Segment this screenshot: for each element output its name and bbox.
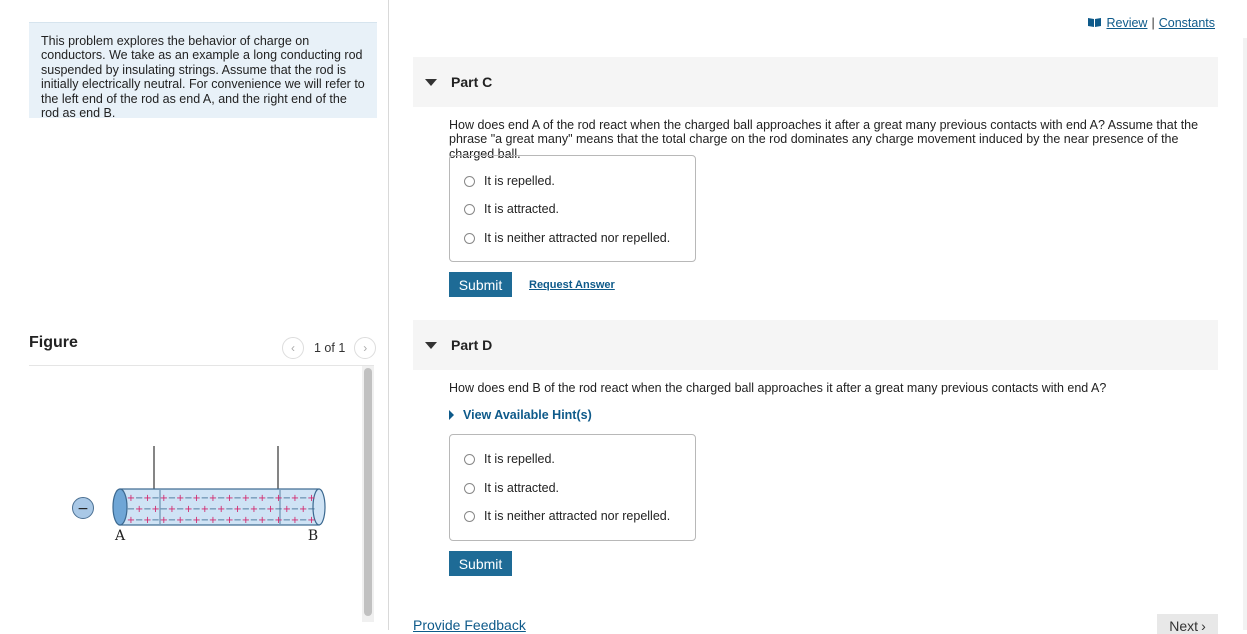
plus-charge: + (241, 493, 250, 504)
caret-down-icon (425, 79, 437, 86)
plus-charge: + (266, 504, 275, 515)
minus-charge: − (299, 493, 308, 504)
minus-charge: − (249, 515, 259, 526)
plus-charge: + (143, 493, 152, 504)
minus-charge: − (299, 515, 308, 526)
minus-charge: − (249, 493, 259, 504)
minus-charge: − (143, 504, 152, 515)
minus-charge: − (135, 515, 144, 526)
plus-charge: + (159, 493, 168, 504)
plus-charge: + (151, 504, 160, 515)
problem-intro: This problem explores the behavior of charge on conductors. We take as an example a long conducting rod suspended by insulating strings. Assume that the rod is initially electrically neutral. For convenience we will refer to the left end of the rod as end A, and the right end of the rod as end B. (29, 22, 377, 118)
radio-button[interactable] (464, 454, 475, 465)
minus-charge: − (126, 504, 136, 515)
part-c-options (449, 155, 696, 262)
minus-charge: − (233, 515, 242, 526)
minus-charge: − (233, 493, 242, 504)
part-c-title: Part C (451, 74, 493, 90)
figure-title: Figure (29, 334, 78, 351)
plus-charge: + (307, 493, 316, 504)
link-separator: | (1151, 16, 1155, 30)
plus-charge: + (208, 515, 218, 526)
part-d-option-1[interactable] (464, 452, 555, 466)
plus-charge: + (290, 493, 300, 504)
page-scrollbar[interactable] (1243, 38, 1247, 630)
minus-charge: − (167, 493, 177, 504)
minus-charge: − (159, 504, 168, 515)
rod-charges (127, 493, 316, 526)
radio-button[interactable] (464, 176, 475, 187)
minus-charge: − (151, 515, 160, 526)
part-d-submit-button[interactable]: Submit (449, 551, 512, 576)
minus-charge: − (225, 504, 234, 515)
caret-right-icon (449, 410, 454, 420)
radio-button[interactable] (464, 233, 475, 244)
option-label: It is neither attracted nor repelled. (484, 231, 671, 245)
part-c-submit-button[interactable]: Submit (449, 272, 512, 297)
plus-charge: + (176, 515, 185, 526)
next-label: Next (1169, 618, 1199, 634)
minus-charge: − (241, 504, 250, 515)
plus-charge: + (192, 493, 201, 504)
plus-charge: + (307, 515, 316, 526)
minus-charge: − (184, 515, 193, 526)
minus-charge: − (307, 504, 316, 515)
rod-left-end (113, 489, 127, 525)
plus-charge: + (225, 493, 234, 504)
part-c-header[interactable] (413, 57, 1218, 107)
plus-charge: + (126, 515, 136, 526)
figure-pager: 1 of 1 (314, 341, 346, 355)
plus-charge: + (274, 493, 283, 504)
option-label: It is neither attracted nor repelled. (484, 509, 671, 523)
minus-charge: − (176, 504, 185, 515)
minus-charge: − (282, 493, 291, 504)
plus-charge: + (290, 515, 300, 526)
part-c-option-3[interactable] (464, 231, 670, 245)
minus-charge: − (274, 504, 283, 515)
plus-charge: + (225, 515, 234, 526)
plus-charge: + (217, 504, 226, 515)
plus-charge: + (192, 515, 201, 526)
minus-charge: − (208, 504, 218, 515)
minus-charge: − (184, 493, 193, 504)
minus-charge: − (200, 515, 209, 526)
minus-charge: − (266, 493, 275, 504)
minus-charge: − (167, 515, 177, 526)
rod-figure (60, 436, 330, 552)
minus-charge: − (290, 504, 300, 515)
chevron-left-icon: ‹ (291, 341, 295, 355)
end-b-label: B (307, 528, 319, 544)
minus-charge: − (258, 504, 267, 515)
review-link[interactable]: Review (1106, 16, 1148, 30)
plus-charge: + (249, 504, 259, 515)
part-d-question: How does end B of the rod react when the charged ball approaches it after a great many previous contacts with end A? (449, 381, 1107, 395)
figure-divider (29, 365, 374, 366)
option-label: It is attracted. (484, 202, 560, 216)
request-answer-link[interactable]: Request Answer (529, 279, 615, 291)
radio-button[interactable] (464, 204, 475, 215)
view-hints-link[interactable] (449, 408, 592, 422)
figure-navigation (282, 336, 376, 360)
ball-charge-sign: − (77, 501, 89, 517)
radio-button[interactable] (464, 483, 475, 494)
minus-charge: − (217, 493, 226, 504)
plus-charge: + (282, 504, 291, 515)
plus-charge: + (176, 493, 185, 504)
top-links (1088, 16, 1215, 30)
minus-charge: − (200, 493, 209, 504)
constants-link[interactable]: Constants (1158, 16, 1215, 30)
plus-charge: + (126, 493, 136, 504)
chevron-right-icon: › (1201, 618, 1206, 634)
part-d-options (449, 434, 696, 541)
part-d-title: Part D (451, 337, 493, 353)
plus-charge: + (258, 493, 267, 504)
plus-charge: + (241, 515, 250, 526)
part-d-option-3[interactable] (464, 509, 670, 523)
plus-charge: + (299, 504, 308, 515)
option-label: It is repelled. (484, 174, 555, 188)
part-c-option-2[interactable] (464, 202, 559, 216)
previous-figure-button[interactable] (282, 337, 304, 359)
plus-charge: + (167, 504, 177, 515)
part-d-header[interactable] (413, 320, 1218, 370)
minus-charge: − (266, 515, 275, 526)
chevron-right-icon: › (363, 341, 368, 355)
next-button[interactable] (1157, 614, 1218, 634)
figure-scrollbar-thumb[interactable] (364, 368, 372, 616)
minus-charge: − (151, 493, 160, 504)
left-panel (0, 0, 388, 630)
minus-charge: − (282, 515, 291, 526)
plus-charge: + (208, 493, 218, 504)
plus-charge: + (258, 515, 267, 526)
right-panel (389, 0, 1247, 634)
plus-charge: + (184, 504, 193, 515)
next-figure-button[interactable] (354, 337, 376, 359)
plus-charge: + (143, 515, 152, 526)
plus-charge: + (274, 515, 283, 526)
end-a-label: A (114, 528, 126, 544)
plus-charge: + (135, 504, 144, 515)
minus-charge: − (217, 515, 226, 526)
plus-charge: + (200, 504, 209, 515)
plus-charge: + (233, 504, 242, 515)
part-c-option-1[interactable] (464, 174, 555, 188)
provide-feedback-link[interactable]: Provide Feedback (413, 617, 526, 633)
part-d-option-2[interactable] (464, 481, 559, 495)
book-icon (1088, 16, 1101, 30)
option-label: It is repelled. (484, 452, 555, 466)
minus-charge: − (135, 493, 144, 504)
minus-charge: − (192, 504, 201, 515)
caret-down-icon (425, 342, 437, 349)
part-c-question: How does end A of the rod react when the charged ball approaches it after a great many previous contacts with end A? Assume that the phrase "a great many" means that the total charge on the rod dominates any charge movement induced by the near presence of the charged ball. (449, 118, 1199, 161)
radio-button[interactable] (464, 511, 475, 522)
plus-charge: + (159, 515, 168, 526)
hint-label: View Available Hint(s) (463, 408, 592, 422)
option-label: It is attracted. (484, 481, 560, 495)
